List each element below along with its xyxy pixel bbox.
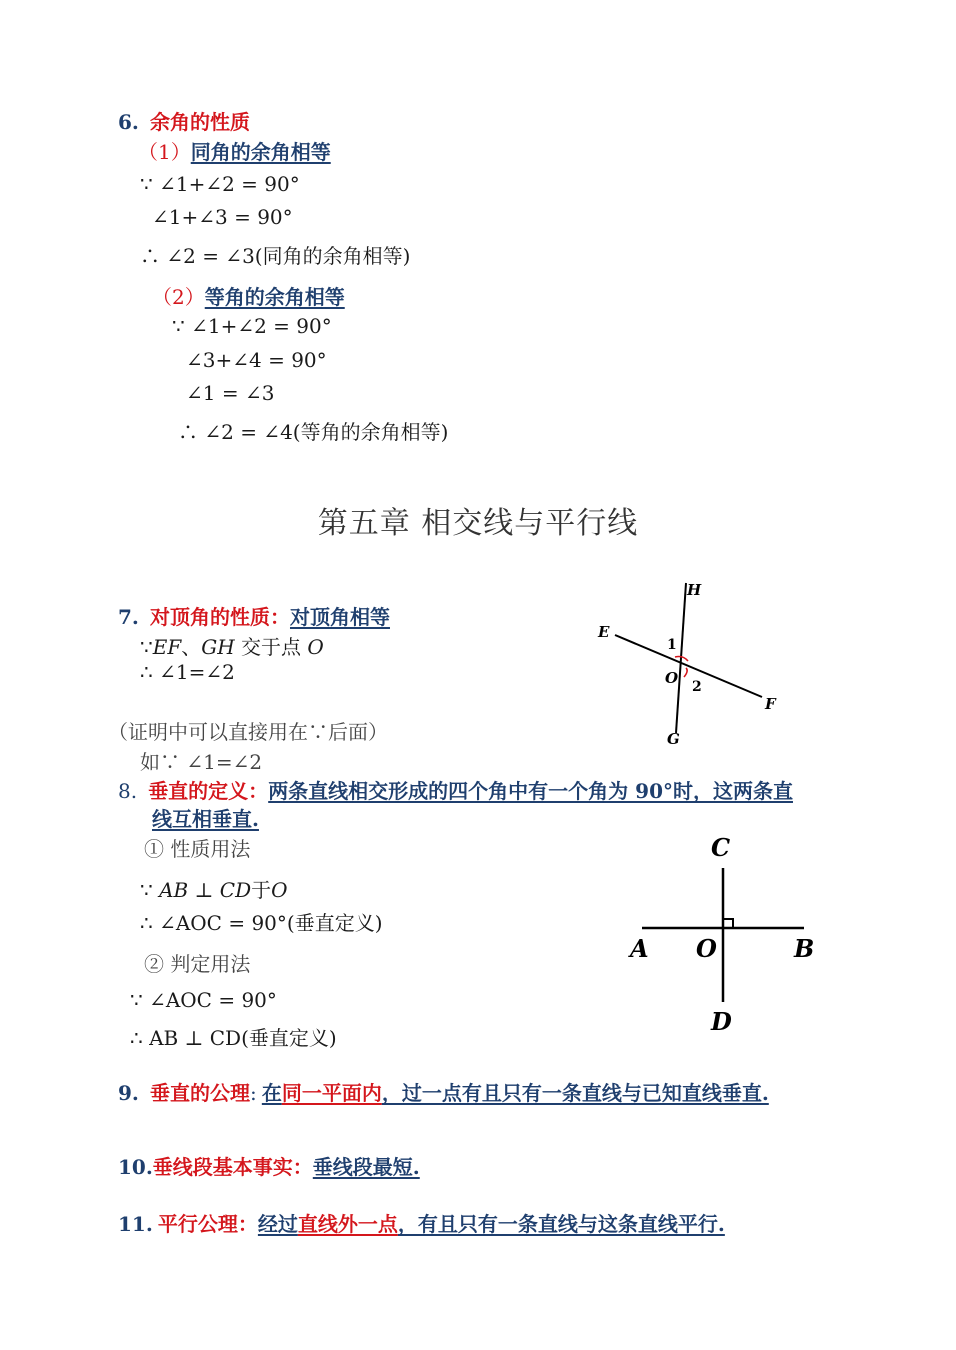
label-g: G [667,730,680,748]
line-ab: AB [159,878,189,902]
section-number: 9. [118,1081,139,1105]
section-11 [118,1208,725,1237]
s7-line1 [140,631,324,660]
proof2-line4: ∴ ∠2 = ∠4(等角的余角相等) [178,420,449,444]
label-h: H [687,581,702,599]
chapter-title: 第五章 相交线与平行线 [317,506,639,541]
section-title: 余角的性质 [149,110,250,134]
proof2-line1: ∵ ∠1+∠2 = 90° [172,314,332,338]
angle-2-arc [684,668,687,677]
right-angle-mark [723,919,733,928]
label-angle-2: 2 [692,679,702,695]
proof1-line1: ∵ ∠1+∠2 = 90° [140,172,300,196]
label-d: D [711,1007,732,1036]
subheading-index: （2） [152,285,205,309]
label-e: E [598,623,610,641]
subheading-1 [138,136,331,165]
section-6-heading [118,106,250,135]
line-ef [615,635,762,697]
definition-line2: 线互相垂直. [152,807,259,831]
proof2-line3: ∠1 = ∠3 [186,381,275,405]
axiom-part-b: 直线外一点 [297,1212,398,1236]
point-o: O [271,878,288,902]
section-number: 8. [118,779,138,803]
definition-line2-wrap [152,803,259,832]
usage-judgement: ② 判定用法 [144,952,251,976]
label-f: F [765,695,776,713]
s7-note: （证明中可以直接用在∵后面） [108,720,388,744]
line-cd: CD [219,878,252,902]
label-c: C [711,833,731,862]
section-10 [118,1151,420,1180]
section-number: 6. [118,110,139,134]
section-title: 对顶角的性质： [149,605,290,629]
proof1-line3: ∴ ∠2 = ∠3(同角的余角相等) [140,244,411,268]
proof1-line2: ∠1+∠3 = 90° [152,205,293,229]
label-o: O [665,669,679,687]
s8-usage1-line1 [140,874,288,903]
perpendicular-figure [620,830,830,1040]
subheading-2 [152,281,345,310]
subheading-text: 同角的余角相等 [190,140,331,164]
subheading-text: 等角的余角相等 [204,285,345,309]
s7-line2: ∴ ∠1=∠2 [140,660,235,684]
vertical-angles-figure [590,575,790,750]
section-title: 平行公理： [157,1212,258,1236]
axiom-part-a: 在 [261,1081,282,1105]
label-b: B [794,934,815,963]
subheading-index: （1） [138,140,191,164]
label-o: O [696,934,717,963]
s8-usage2-line2: ∴ AB ⊥ CD(垂直定义) [130,1026,337,1050]
line-gh: GH [201,635,235,659]
because-symbol: ∵ [140,635,153,659]
axiom-part-a: 经过 [257,1212,298,1236]
perp-symbol: ⊥ [188,878,220,902]
axiom-part-c: ，有且只有一条直线与这条直线平行. [397,1212,725,1236]
label-angle-1: 1 [667,637,677,653]
proof2-line2: ∠3+∠4 = 90° [186,348,327,372]
axiom-part-c: ，过一点有且只有一条直线与已知直线垂直. [381,1081,769,1105]
section-9 [118,1077,769,1106]
section-number: 11. [118,1212,153,1236]
section-title: 垂直的公理 [149,1081,250,1105]
point-o: O [307,635,324,659]
section-title: 垂直的定义： [148,779,269,803]
s7-note-example: 如∵ ∠1=∠2 [140,750,263,774]
separator: 、 [181,635,202,659]
section-number: 7. [118,605,139,629]
section-number: 10. [118,1155,153,1179]
label-a: A [630,934,649,963]
section-7-heading [118,601,390,630]
section-title: 垂线段基本事实： [152,1155,313,1179]
section-statement: 对顶角相等 [289,605,390,629]
section-8-heading [118,775,793,804]
at-text: 于 [251,878,272,902]
colon: : [249,1081,257,1105]
intersect-text: 交于点 [234,635,308,659]
line-ef: EF [152,635,182,659]
usage-property: ① 性质用法 [144,837,251,861]
s8-usage1-line2: ∴ ∠AOC = 90°(垂直定义) [140,911,383,935]
fact-text: 垂线段最短. [312,1155,420,1179]
definition-line1: 两条直线相交形成的四个角中有一个角为 90°时，这两条直 [268,779,793,803]
s8-usage2-line1: ∵ ∠AOC = 90° [130,988,277,1012]
axiom-part-b: 同一平面内 [281,1081,382,1105]
because-symbol: ∵ [140,878,160,902]
